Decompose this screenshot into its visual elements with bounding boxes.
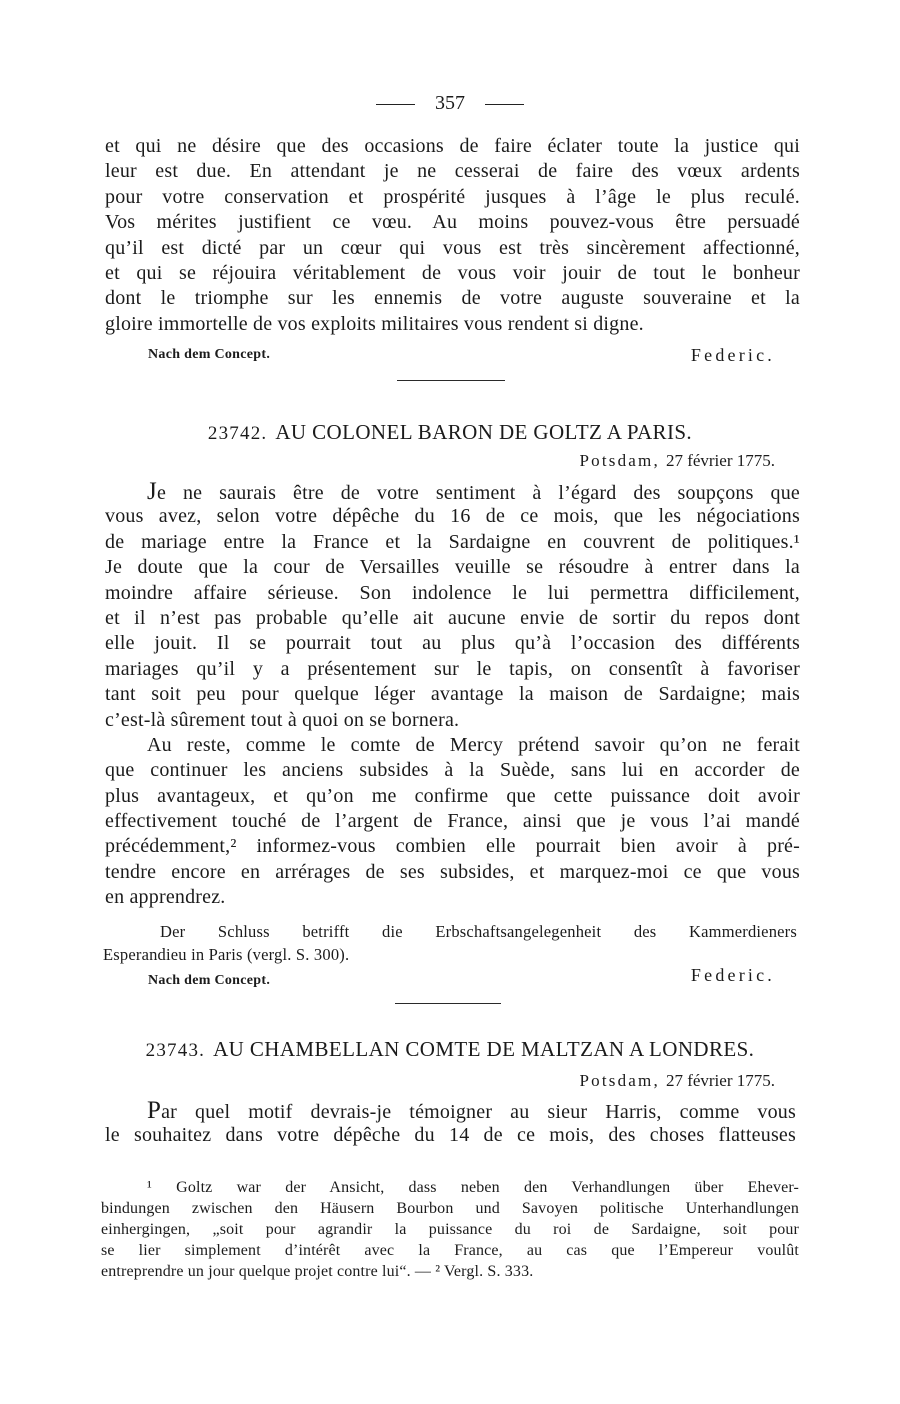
page-header <box>0 90 900 116</box>
source-note: Nach dem Concept. <box>148 347 271 362</box>
text-line: qu’il est dicté par un cœur qui vous est très sincèrement affectionné, <box>105 236 800 259</box>
footnote-line: einhergingen, „soit pour agrandir la puissance du roi de Sardaigne, soit pour <box>101 1221 799 1238</box>
text-line: c’est-là sûrement tout à quoi on se bornera. <box>105 708 460 731</box>
letter-date: 27 février 1775. <box>665 451 775 470</box>
paragraph <box>105 733 800 911</box>
letter-dateline <box>105 1070 775 1092</box>
continuation-text <box>105 134 800 337</box>
text-line: effectivement touché de l’argent de France, ainsi que je vous l’ai mandé <box>105 810 800 833</box>
footnote-line: se lier simplement d’intérêt avec la France, au cas que l’Empereur voulût <box>101 1242 799 1259</box>
note-line: Esperandieu in Paris (vergl. S. 300). <box>103 945 350 964</box>
footnote-line: bindungen zwischen den Häusern Bourbon und Savoyen politische Unterhandlungen <box>101 1200 799 1217</box>
signature: Federic. <box>690 344 775 365</box>
paragraph <box>105 1098 796 1149</box>
letter-heading <box>0 417 900 449</box>
letter-dateline <box>105 450 775 472</box>
header-rule-right <box>485 104 524 105</box>
signature: Federic. <box>690 964 775 985</box>
text-line: et qui ne désire que des occasions de faire éclater toute la justice qui <box>105 135 800 157</box>
text-line: vous avez, selon votre dépêche du 16 de ce mois, que les négociations <box>105 505 800 528</box>
source-note: Nach dem Concept. <box>148 973 271 988</box>
text-line: pour votre conservation et prospérité jusques à l’âge le plus reculé. <box>105 185 800 208</box>
text-line: précédemment,² informez-vous combien elle pourrait bien avoir à pré- <box>105 835 800 858</box>
editor-note <box>103 920 797 966</box>
letter-addressee: AU COLONEL BARON DE GOLTZ A PARIS. <box>275 420 693 444</box>
text-line: Je ne saurais être de votre sentiment à l’égard des soupçons que <box>147 478 800 505</box>
letter-date: 27 février 1775. <box>665 1071 775 1090</box>
letter-addressee: AU CHAMBELLAN COMTE DE MALTZAN A LONDRES. <box>213 1037 755 1061</box>
paragraph <box>105 479 800 733</box>
signature-row <box>148 342 775 368</box>
text-line: moindre affaire sérieuse. Son indolence le lui permettra difficilement, <box>105 581 800 604</box>
letter-body <box>105 1098 796 1149</box>
letter-place: Potsdam, <box>579 451 660 470</box>
footnotes <box>101 1177 799 1282</box>
section-divider <box>397 380 505 381</box>
footnote-line: entreprendre un jour quelque projet contre lui“. — ² Vergl. S. 333. <box>101 1263 534 1280</box>
text-line: elle jouit. Il se pourrait tout au plus qu’à l’occasion des différents <box>105 632 800 655</box>
text-line: mariages qu’il y a présentement sur le tapis, on consentît à favoriser <box>105 657 800 680</box>
text-line: leur est due. En attendant je ne cesserai de faire des vœux ardents <box>105 160 800 183</box>
footnote-line: ¹ Goltz war der Ansicht, dass neben den Verhandlungen über Ehever- <box>147 1179 799 1196</box>
text-line: dont le triomphe sur les ennemis de votre auguste souveraine et la <box>105 287 800 310</box>
letter-place: Potsdam, <box>579 1071 660 1090</box>
text-line: plus avantageux, et qu’on me confirme que cette puissance doit avoir <box>105 784 800 807</box>
text-line: et qui se réjouira véritablement de vous voir jouir de tout le bonheur <box>105 261 800 284</box>
text-line: de mariage entre la France et la Sardaigne en couvrent de politiques.¹ <box>105 530 800 553</box>
text-line: tant soit peu pour quelque léger avantage la maison de Sardaigne; mais <box>105 683 800 706</box>
text-line: Vos mérites justifient ce vœu. Au moins pouvez-vous être persuadé <box>105 211 800 234</box>
text-line: Je doute que la cour de Versailles veuille se résoudre à entrer dans la <box>105 556 800 579</box>
page-number: 357 <box>435 92 465 114</box>
section-divider <box>395 1003 501 1004</box>
text-line: Par quel motif devrais-je témoigner au sieur Harris, comme vous <box>147 1097 796 1124</box>
signature-row <box>148 964 775 994</box>
text-line: Au reste, comme le comte de Mercy prétend savoir qu’on ne ferait <box>147 733 800 756</box>
text-line: en apprendrez. <box>105 886 226 909</box>
letter-body <box>105 479 800 911</box>
header-rule-left <box>376 104 415 105</box>
text-line: le souhaitez dans votre dépêche du 14 de ce mois, des choses flatteuses <box>105 1124 796 1147</box>
letter-number: 23743. <box>145 1040 206 1061</box>
text-line: tendre encore en arrérages de ses subsides, et marquez-moi ce que vous <box>105 860 800 883</box>
text-line: que continuer les anciens subsides à la Suède, sans lui en accorder de <box>105 759 800 782</box>
letter-heading <box>0 1034 900 1066</box>
letter-number: 23742. <box>207 423 268 444</box>
text-line: gloire immortelle de vos exploits militaires vous rendent si digne. <box>105 312 644 335</box>
text-line: et il n’est pas probable qu’elle ait aucune envie de sortir du repos dont <box>105 606 800 629</box>
note-line: Der Schluss betrifft die Erbschaftsangelegenheit des Kammerdieners <box>160 922 797 941</box>
